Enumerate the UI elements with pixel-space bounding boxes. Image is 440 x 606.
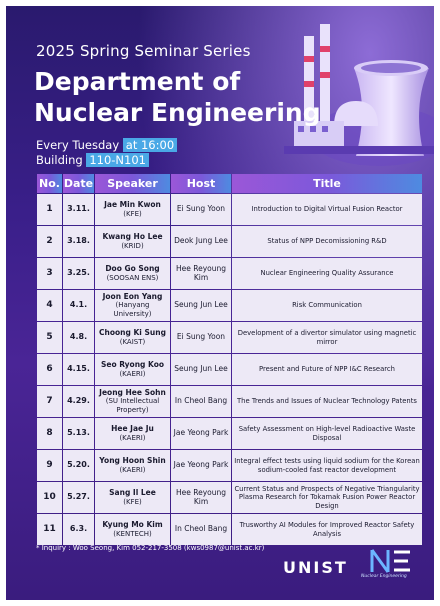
schedule-info (36, 138, 177, 168)
speaker-name: Hee Jae Ju (111, 424, 154, 433)
cell-speaker (95, 194, 170, 225)
speaker-affiliation: (KENTECH) (113, 529, 152, 538)
cell-no: 3 (37, 258, 62, 289)
cell-title: Status of NPP Decomissioning R&D (232, 226, 422, 257)
cell-no: 4 (37, 290, 62, 321)
col-header-speaker: Speaker (95, 174, 170, 193)
cell-title: Risk Communication (232, 290, 422, 321)
cell-speaker (95, 482, 170, 513)
table-row (37, 482, 422, 513)
table-row (37, 354, 422, 385)
speaker-affiliation: (KAERI) (119, 433, 146, 442)
cell-date: 6.3. (63, 514, 94, 545)
department-logo (364, 546, 424, 586)
table-row (37, 322, 422, 353)
speaker-affiliation: (KRID) (121, 241, 144, 250)
weekday-text: Every Tuesday (36, 138, 120, 152)
cell-date: 4.8. (63, 322, 94, 353)
table-row (37, 514, 422, 545)
cell-speaker (95, 354, 170, 385)
cell-speaker (95, 258, 170, 289)
cell-no: 6 (37, 354, 62, 385)
department-title-line1: Department of (34, 67, 241, 96)
cell-host: Deok Jung Lee (171, 226, 231, 257)
col-header-host: Host (171, 174, 231, 193)
cell-no: 10 (37, 482, 62, 513)
building-label: Building (36, 153, 83, 167)
time-highlight: at 16:00 (123, 138, 177, 152)
cell-speaker (95, 514, 170, 545)
speaker-name: Choong Ki Sung (99, 328, 166, 337)
speaker-affiliation: (KAIST) (119, 337, 146, 346)
speaker-affiliation: (KAERI) (119, 465, 146, 474)
speaker-name: Jae Min Kwon (104, 200, 161, 209)
cell-no: 5 (37, 322, 62, 353)
cell-date: 4.15. (63, 354, 94, 385)
cell-title: Integral effect tests using liquid sodium for the Korean sodium-cooled fast reactor development (232, 450, 422, 481)
cell-speaker (95, 226, 170, 257)
cell-title: Safety Assessment on High-level Radioactive Waste Disposal (232, 418, 422, 449)
cell-speaker (95, 290, 170, 321)
cell-no: 7 (37, 386, 62, 417)
cell-host: Ei Sung Yoon (171, 322, 231, 353)
cell-title: Introduction to Digital Virtual Fusion Reactor (232, 194, 422, 225)
cell-speaker (95, 322, 170, 353)
speaker-name: Joon Eon Yang (102, 291, 163, 301)
building-highlight: 110-N101 (86, 153, 149, 167)
cell-title: The Trends and Issues of Nuclear Technology Patents (232, 386, 422, 417)
cell-host: Jae Yeong Park (171, 418, 231, 449)
col-header-title: Title (232, 174, 422, 193)
department-title (34, 66, 321, 128)
cell-host: Seung Jun Lee (171, 290, 231, 321)
cell-date: 5.20. (63, 450, 94, 481)
cell-no: 11 (37, 514, 62, 545)
cell-title: Development of a divertor simulator using magnetic mirror (232, 322, 422, 353)
speaker-name: Sang Il Lee (109, 488, 156, 497)
speaker-name: Kyung Mo Kim (102, 520, 163, 529)
table-row (37, 290, 422, 321)
speaker-affiliation: (SOOSAN ENS) (106, 273, 159, 282)
cell-no: 1 (37, 194, 62, 225)
speaker-name: Kwang Ho Lee (102, 232, 163, 241)
table-row (37, 386, 422, 417)
cell-date: 4.29. (63, 386, 94, 417)
table-row (37, 258, 422, 289)
cell-host: Jae Yeong Park (171, 450, 231, 481)
cell-host: Hee Reyoung Kim (171, 258, 231, 289)
seminar-poster (6, 6, 434, 600)
table-row (37, 194, 422, 225)
cell-date: 3.18. (63, 226, 94, 257)
col-header-date: Date (63, 174, 94, 193)
speaker-name: Yong Hoon Shin (99, 456, 166, 465)
inquiry-contact: * Inquiry : Woo Seong, Kim 052-217-3508 (kws0987@unist.ac.kr) (36, 544, 265, 552)
cell-host: In Cheol Bang (171, 386, 231, 417)
cell-host: Seung Jun Lee (171, 354, 231, 385)
cell-title: Nuclear Engineering Quality Assurance (232, 258, 422, 289)
cell-title: Present and Future of NPP I&C Research (232, 354, 422, 385)
speaker-affiliation: (KAERI) (119, 369, 146, 378)
department-logo-text: Nuclear Engineering (361, 574, 407, 579)
speaker-name: Seo Ryong Koo (100, 360, 165, 369)
speaker-affiliation: (KFE) (123, 497, 142, 506)
department-title-line2: Nuclear Engineering (34, 98, 321, 127)
cell-speaker (95, 386, 170, 417)
cell-no: 2 (37, 226, 62, 257)
cell-date: 4.1. (63, 290, 94, 321)
speaker-name: Doo Go Song (105, 264, 160, 273)
speaker-affiliation: (SU Intellectual Property) (105, 397, 160, 414)
cell-date: 5.13. (63, 418, 94, 449)
cell-title: Current Status and Prospects of Negative Triangularity Plasma Research for Tokamak Fusion Power Reactor Design (232, 482, 422, 513)
cell-speaker (95, 418, 170, 449)
seminar-table (36, 173, 421, 546)
table-row (37, 450, 422, 481)
cell-speaker (95, 450, 170, 481)
col-header-no: No. (37, 174, 62, 193)
speaker-name: Jeong Hee Sohn (99, 387, 166, 397)
seminar-series-title: 2025 Spring Seminar Series (36, 42, 251, 60)
speaker-affiliation: (KFE) (123, 209, 142, 218)
cell-date: 5.27. (63, 482, 94, 513)
cell-date: 3.11. (63, 194, 94, 225)
table-row (37, 418, 422, 449)
cell-no: 8 (37, 418, 62, 449)
table-row (37, 226, 422, 257)
speaker-affiliation: (Hanyang University) (113, 301, 152, 318)
cell-no: 9 (37, 450, 62, 481)
cell-host: In Cheol Bang (171, 514, 231, 545)
cell-host: Ei Sung Yoon (171, 194, 231, 225)
cell-date: 3.25. (63, 258, 94, 289)
cell-title: Trusworthy AI Modules for Improved Reactor Safety Analysis (232, 514, 422, 545)
unist-logo: UNIST (283, 558, 348, 577)
cell-host: Hee Reyoung Kim (171, 482, 231, 513)
table-header-row (37, 174, 422, 193)
